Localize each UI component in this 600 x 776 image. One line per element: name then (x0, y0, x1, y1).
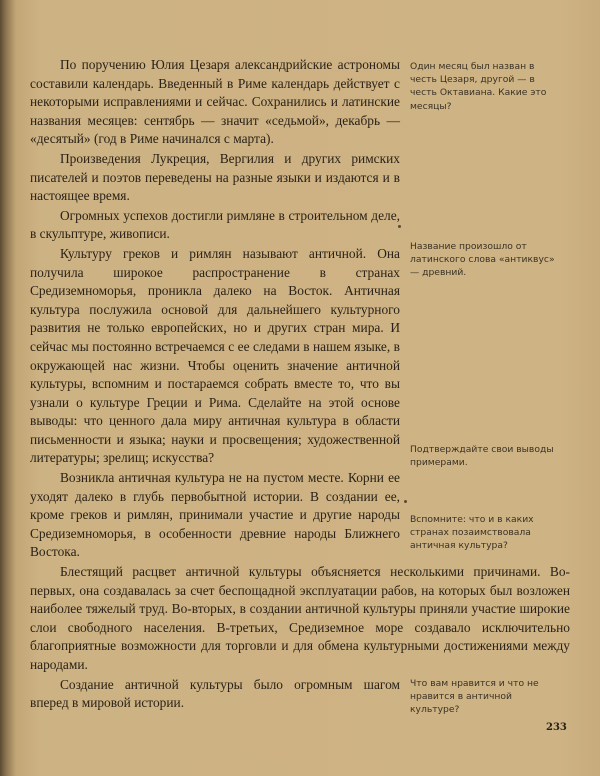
paragraph-literature: Произведения Лукреция, Вергилия и других римских писателей и поэтов переведены на разные языки и издаются и в настоящее время. (30, 150, 400, 204)
paragraph-reasons: Блестящий расцвет античной культуры объясняется несколькими причинами. Во-первых, она создавалась за счет беспощадной эксплуатации рабов, на которых был возложен наиболее тяжелый труд. Во-вторых, в создании античной культуры приняли участие широкие слои свободного населения. В-третьих, Средиземное море создавало исключительно благоприятные возможности для торговли и для обмена культурными достижениями между народами. (30, 564, 570, 672)
page-number: 233 (546, 722, 567, 733)
paragraph-construction: Огромных успехов достигли римляне в строительном деле, в скульптуре, живописи. (30, 207, 400, 242)
paragraph-origins: Возникла античная культура не на пустом месте. Корни ее уходят далеко в глубь первобытной истории. В создании ее, кроме греков и римлян, принимали участие и другие народы Средиземноморья, в особенности древние народы Ближнего Востока. (30, 470, 400, 560)
margin-note-antiquus: Название произошло от латинского слова «антиквус» — древний. (410, 241, 555, 279)
margin-note-months: Один месяц был назван в честь Цезаря, другой — в честь Октавиана. Какие это месяцы? (410, 61, 547, 112)
paragraph-antique-culture: Культуру греков и римлян называют античной. Она получила широкое распространение в странах Средиземноморья, проникла далеко на Восток. Античная культура послужила основой для дальнейшего культурного развития не только европейских, но и других стран мира. И сейчас мы постоянно встречаемся с ее следами в нашем языке, в окружающей нас жизни. Чтобы оценить значение античной культуры, вспомним и постараемся собрать вместе то, что вы узнали о культуре Греции и Рима. Сделайте на этой основе выводы: что ценного дала миру античная культура в области письменности и языка; науки и просвещения; художественной литературы; зрелищ; искусства? (30, 245, 400, 466)
speck-mark (398, 225, 401, 228)
speck-mark (404, 500, 407, 503)
margin-note-examples: Подтверждайте свои выводы примерами. (410, 444, 554, 469)
margin-note-borrowed: Вспомните: что и в каких странах позаимствовала античная культура? (410, 514, 534, 552)
margin-note-likes: Что вам нравится и что не нравится в античной культуре? (410, 678, 539, 716)
paragraph-calendar: По поручению Юлия Цезаря александрийские астрономы составили календарь. Введенный в Риме календарь действует с некоторыми исправлениями и сейчас. Сохранились и латинские названия месяцев: сентябрь — значит «седьмой», декабрь — «десятый» (год в Риме начинался с марта). (30, 57, 400, 147)
paragraph-conclusion: Создание античной культуры было огромным шагом вперед в мировой истории. (30, 676, 400, 711)
